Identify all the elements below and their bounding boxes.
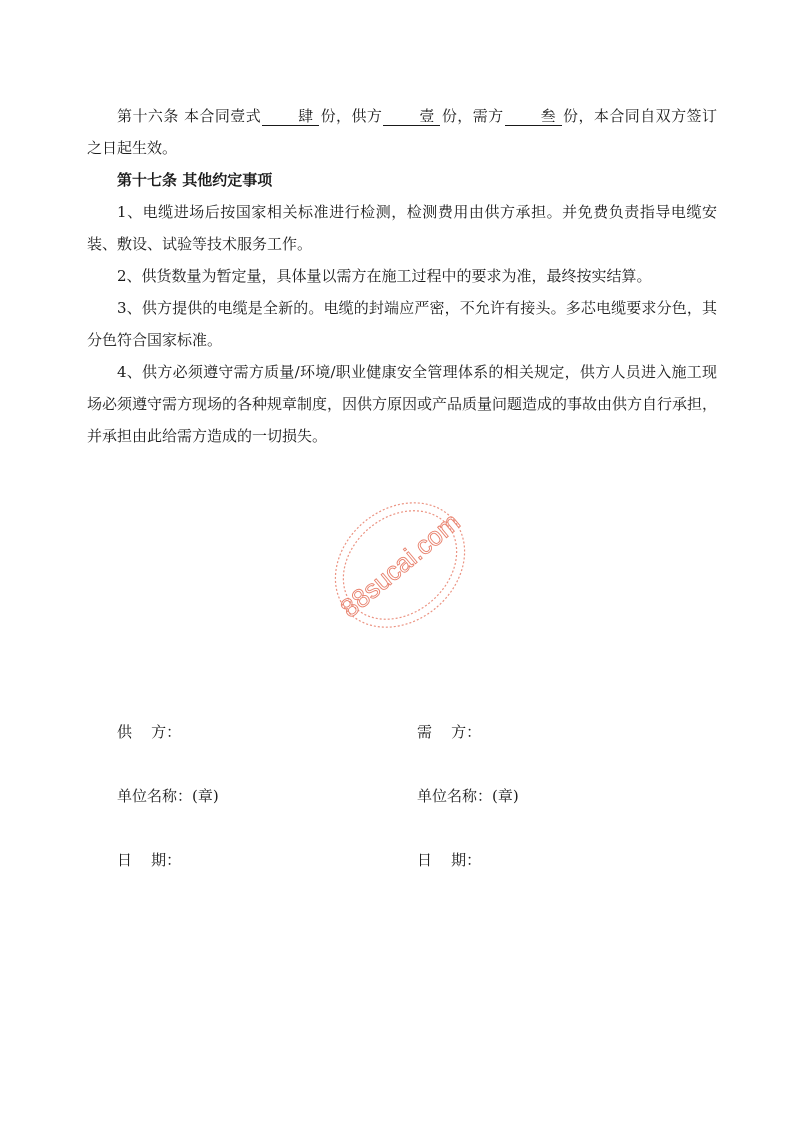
supplier-label: 供 方：	[117, 723, 182, 741]
article-16	[87, 100, 717, 164]
buyer-copies: 叁	[505, 107, 562, 126]
article-17-item-3: 3、供方提供的电缆是全新的。电缆的封端应严密，不允许有接头。多芯电缆要求分色，其分色符合国家标准。	[87, 299, 717, 349]
art16-mid1: 份，供方	[320, 107, 383, 125]
article-17-item-4: 4、供方必须遵守需方质量/环境/职业健康安全管理体系的相关规定，供方人员进入施工现场必须遵守需方现场的各种规章制度，因供方原因或产品质量问题造成的事故由供方自行承担，并承担由此给需方造成的一切损失。	[87, 363, 718, 445]
watermark-stamp	[325, 490, 475, 640]
article-17-item-1: 1、电缆进场后按国家相关标准进行检测，检测费用由供方承担。并免费负责指导电缆安装、敷设、试验等技术服务工作。	[87, 203, 717, 253]
supplier-copies: 壹	[383, 107, 440, 126]
contract-text	[87, 100, 717, 452]
copies-total: 肆	[262, 107, 319, 126]
watermark-text: 88sucai.com	[334, 506, 466, 624]
article-17-item-2: 2、供货数量为暂定量，具体量以需方在施工过程中的要求为准，最终按实结算。	[117, 267, 652, 285]
supplier-unit-label: 单位名称：(章)	[117, 787, 219, 805]
art16-suffix: 份，本合同自双方签订之日起生效。	[87, 107, 717, 157]
buyer-unit-label: 单位名称：(章)	[417, 787, 519, 805]
buyer-date-label: 日 期：	[417, 851, 482, 869]
art16-prefix: 第十六条 本合同壹式	[117, 107, 262, 125]
supplier-date-label: 日 期：	[117, 851, 182, 869]
article-17-title: 第十七条 其他约定事项	[117, 171, 273, 189]
buyer-label: 需 方：	[417, 723, 482, 741]
art16-mid2: 份，需方	[441, 107, 504, 125]
